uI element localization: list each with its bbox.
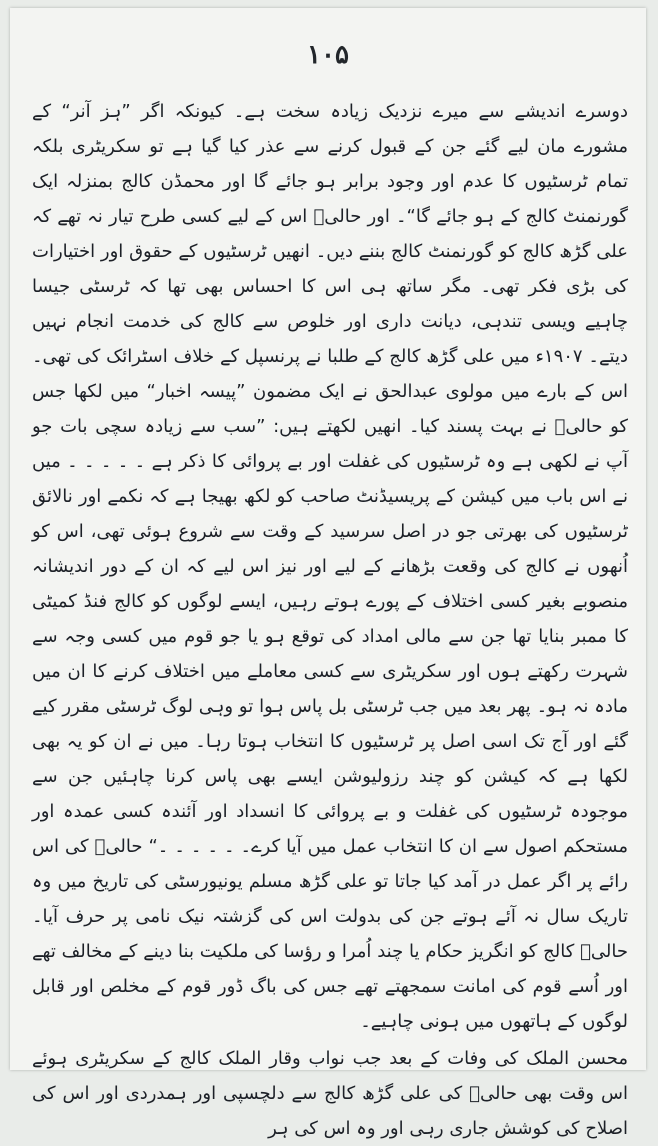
page-number: ۱۰۵ — [307, 40, 349, 70]
paragraph-2: محسن الملک کی وفات کے بعد جب نواب وقار الملک کالج کے سکریٹری ہوئے اس وقت بھی حالیؔ کی علی گڑھ کالج سے دلچسپی اور ہمدردی اور اس کی اصلاح کی کوشش جاری رہی اور وہ اس کی ہر — [32, 1048, 628, 1139]
page-body-text — [32, 94, 628, 1146]
paragraph-1: دوسرے اندیشے سے میرے نزدیک زیادہ سخت ہے۔ کیونکہ اگر ”ہز آنر“ کے مشورے مان لیے گئے جن کے قبول کرنے سے عذر کیا گیا ہے تو سکریٹری بلکہ تمام ٹرسٹیوں کا عدم اور وجود برابر ہو جائے گا اور محمڈن کالج بمنزلہ ایک گورنمنٹ کالج کے ہو جائے گا“۔ اور حالیؔ اس کے لیے کسی طرح تیار نہ تھے کہ علی گڑھ کالج کو گورنمنٹ کالج بننے دیں۔ انھیں ٹرسٹیوں کے حقوق اور اختیارات کی بڑی فکر تھی۔ مگر ساتھ ہی اس کا احساس بھی تھا کہ ٹرسٹی جیسا چاہیے ویسی تندہی، دیانت داری اور خلوص سے کالج کی خدمت انجام نہیں دیتے۔ ۱۹۰۷ء میں علی گڑھ کالج کے طلبا نے پرنسپل کے خلاف اسٹرائک کی تھی۔ اس کے بارے میں مولوی عبدالحق نے ایک مضمون ”پیسہ اخبار“ میں لکھا جس کو حالیؔ نے بہت پسند کیا۔ انھیں لکھتے ہیں: ”سب سے زیادہ سچی بات جو آپ نے لکھی ہے وہ ٹرسٹیوں کی غفلت اور بے پروائی کا ذکر ہے ۔ ۔ ۔ ۔ ۔ میں نے اس باب میں کیشن کے پریسیڈنٹ صاحب کو لکھ بھیجا ہے کہ نکمے اور نالائق ٹرسٹیوں کی بھرتی جو در اصل سرسید کے وقت سے شروع ہوئی تھی، اس کو اُنھوں نے کالج کی وقعت بڑھانے کے لیے اور نیز اس لیے کہ ان کے دور اندیشانہ منصوبے بغیر کسی اختلاف کے پورے ہوتے رہیں، ایسے لوگوں کو کالج فنڈ کمیٹی کا ممبر بنایا تھا جن سے مالی امداد کی توقع ہو یا جو قوم میں کسی وجہ سے شہرت رکھتے ہوں اور سکریٹری سے کسی معاملے میں اختلاف کرنے کا ان میں مادہ نہ ہو۔ پھر بعد میں جب ٹرسٹی بل پاس ہوا تو وہی لوگ ٹرسٹی مقرر کیے گئے اور آج تک اسی اصل پر ٹرسٹیوں کا انتخاب ہوتا رہا۔ میں نے ان کو یہ بھی لکھا ہے کہ کیشن کو چند رزولیوشن ایسے بھی پاس کرنا چاہئیں جن سے موجودہ ٹرسٹیوں کی غفلت و بے پروائی کا انسداد اور آئندہ کسی عمدہ اور مستحکم اصول سے ان کا انتخاب عمل میں آیا کرے۔ ۔ ۔ ۔ ۔ ۔“ حالیؔ کی اس رائے پر اگر عمل در آمد کیا جاتا تو علی گڑھ مسلم یونیورسٹی کی تاریخ میں وہ تاریک سال نہ آئے ہوتے جن کی بدولت اس کی گزشتہ نیک نامی پر حرف آیا۔ حالیؔ کالج کو انگریز حکام یا چند اُمرا و رؤسا کی ملکیت بنا دینے کے مخالف تھے اور اُسے قوم کی امانت سمجھتے تھے جس کی باگ ڈور قوم کے مخلص اور قابل لوگوں کے ہاتھوں میں ہونی چاہیے۔ — [32, 101, 628, 1032]
book-page — [10, 8, 646, 1139]
